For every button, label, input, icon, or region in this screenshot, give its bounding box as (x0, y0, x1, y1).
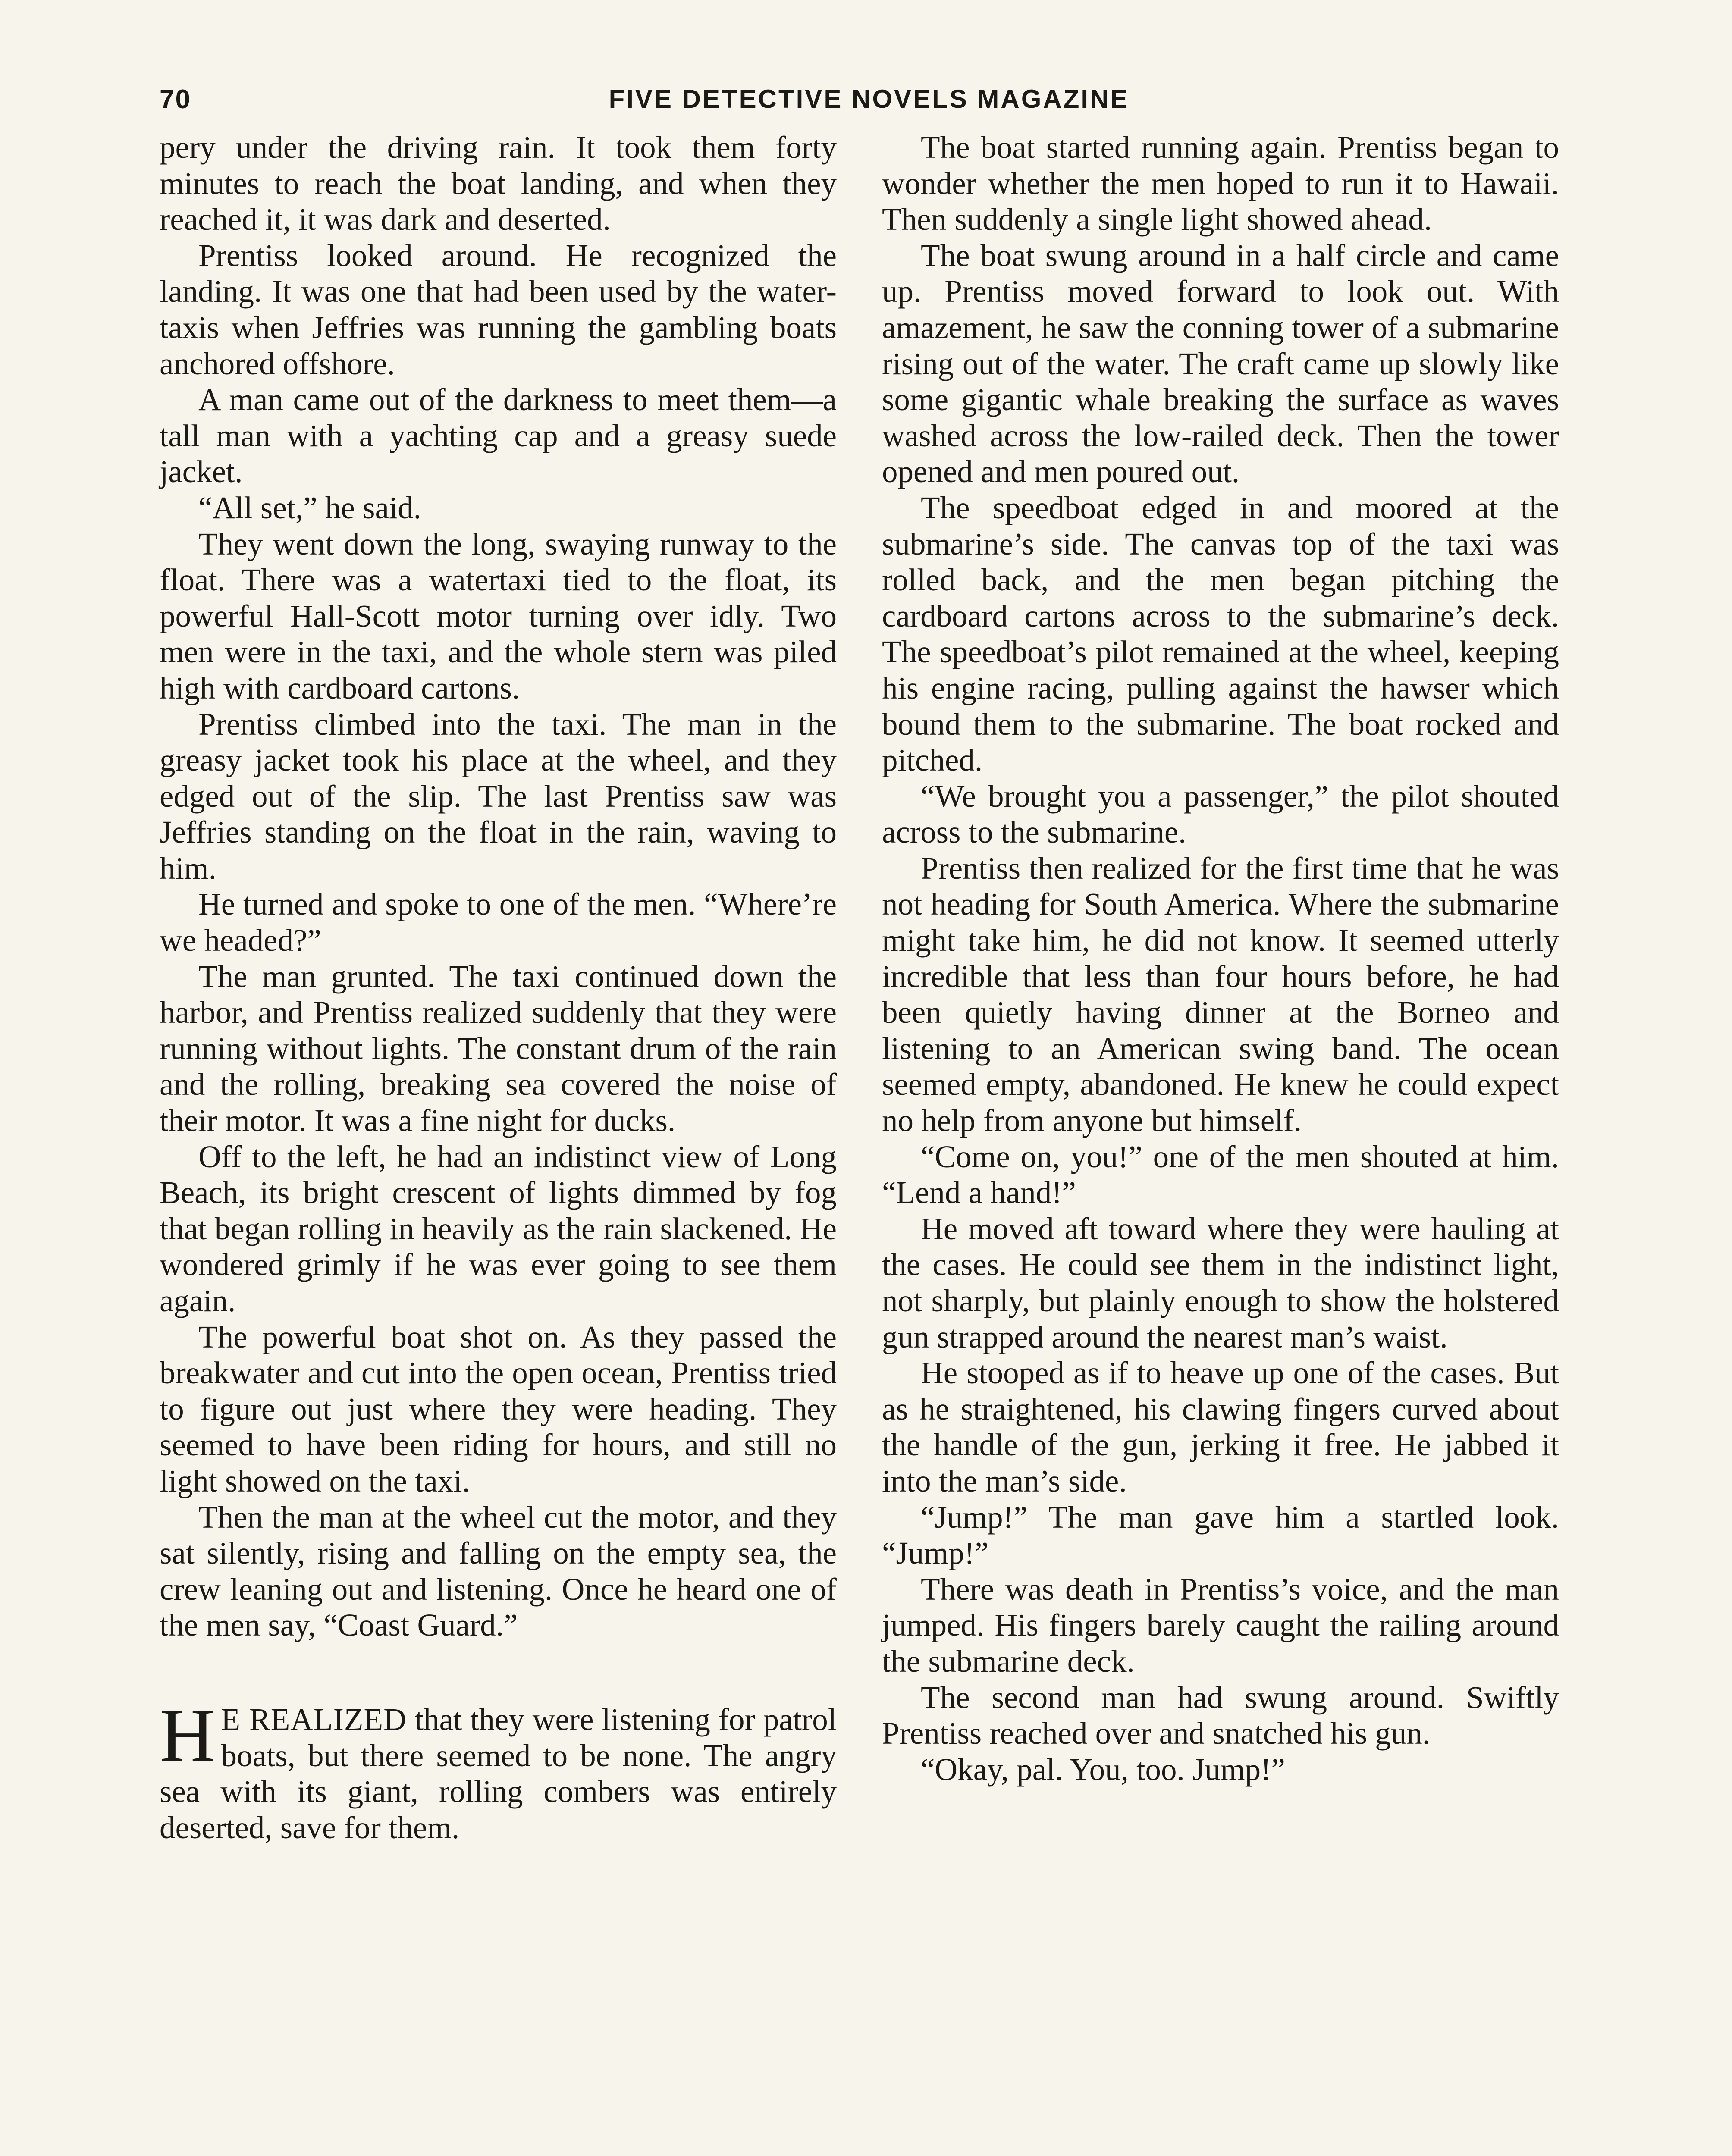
drop-cap: H (160, 1692, 215, 1778)
paragraph: They went down the long, swaying runway to the float. There was a watertaxi tied to the float, its powerful Hall-Scott motor turning over idly. Two men were in the taxi, and the whole stern was piled high with cardboard cartons. (160, 526, 837, 705)
paragraph: The speedboat edged in and moored at the submarine’s side. The canvas top of the taxi was rolled back, and the men began pitching the cardboard cartons across to the submarine’s deck. The speedboat’s pilot remained at the wheel, keeping his engine racing, pulling against the hawser which bound them to the submarine. The boat rocked and pitched. (882, 490, 1559, 778)
section-break-text: that they were listening for patrol boats, but there seemed to be none. The angry sea with its giant, rolling combers was entirely deserted, save for them. (160, 1702, 837, 1845)
paragraph: The powerful boat shot on. As they passed the breakwater and cut into the open ocean, Prentiss tried to figure out just where they were heading. They seemed to have been riding for hours, and still no light showed on the taxi. (160, 1319, 837, 1498)
paragraph: The second man had swung around. Swiftly Prentiss reached over and snatched his gun. (882, 1680, 1559, 1751)
page-number: 70 (160, 85, 191, 114)
paragraph: “All set,” he said. (198, 490, 421, 525)
right-column (882, 129, 1559, 1787)
paragraph: He stooped as if to heave up one of the cases. But as he straightened, his clawing fingers curved about the handle of the gun, jerking it free. He jabbed it into the man’s side. (882, 1355, 1559, 1498)
paragraph: Prentiss looked around. He recognized the landing. It was one that had been used by the water-taxis when Jeffries was running the gambling boats anchored offshore. (160, 238, 837, 381)
paragraph: Then the man at the wheel cut the motor, and they sat silently, rising and falling on the empty sea, the crew leaning out and listening. Once he heard one of the men say, “Coast Guard.” (160, 1499, 837, 1643)
paragraph: Prentiss then realized for the first time that he was not heading for South America. Where the submarine might take him, he did not know. It seemed utterly incredible that less than four hours before, he had been quietly having dinner at the Borneo and listening to an American swing band. The ocean seemed empty, abandoned. He knew he could expect no help from anyone but himself. (882, 850, 1559, 1138)
section-break-paragraph (160, 1692, 837, 1846)
paragraph: The man grunted. The taxi continued down the harbor, and Prentiss realized suddenly that they were running without lights. The constant drum of the rain and the rolling, breaking sea covered the noise of their motor. It was a fine night for ducks. (160, 959, 837, 1138)
lead-caps: E REALIZED (221, 1702, 407, 1737)
paragraph: “Jump!” The man gave him a startled look. “Jump!” (882, 1499, 1559, 1571)
paragraph: “We brought you a passenger,” the pilot shouted across to the submarine. (882, 778, 1559, 850)
paragraph: He moved aft toward where they were hauling at the cases. He could see them in the indistinct light, not sharply, but plainly enough to show the holstered gun strapped around the nearest man’s waist. (882, 1211, 1559, 1354)
page-header (160, 84, 1578, 123)
paragraph: He turned and spoke to one of the men. “Where’re we headed?” (160, 887, 837, 958)
paragraph: A man came out of the darkness to meet them—a tall man with a yachting cap and a greasy suede jacket. (160, 382, 837, 489)
paragraph: The boat started running again. Prentiss began to wonder whether the men hoped to run it to Hawaii. Then suddenly a single light showed ahead. (882, 130, 1559, 237)
paragraph: There was death in Prentiss’s voice, and the man jumped. His fingers barely caught the railing around the submarine deck. (882, 1571, 1559, 1679)
magazine-title: FIVE DETECTIVE NOVELS MAGAZINE (609, 85, 1130, 113)
left-column (160, 129, 837, 1846)
paragraph: Prentiss climbed into the taxi. The man in the greasy jacket took his place at the wheel, and they edged out of the slip. The last Prentiss saw was Jeffries standing on the float in the rain, waving to him. (160, 706, 837, 886)
paragraph: pery under the driving rain. It took them forty minutes to reach the boat landing, and when they reached it, it was dark and deserted. (160, 130, 837, 237)
paragraph: “Okay, pal. You, too. Jump!” (921, 1752, 1285, 1787)
paragraph: “Come on, you!” one of the men shouted at him. “Lend a hand!” (882, 1139, 1559, 1210)
paragraph: Off to the left, he had an indistinct view of Long Beach, its bright crescent of lights dimmed by fog that began rolling in heavily as the rain slackened. He wondered grimly if he was ever going to see them again. (160, 1139, 837, 1318)
paragraph: The boat swung around in a half circle and came up. Prentiss moved forward to look out. With amazement, he saw the conning tower of a submarine rising out of the water. The craft came up slowly like some gigantic whale breaking the surface as waves washed across the low-railed deck. Then the tower opened and men poured out. (882, 238, 1559, 489)
